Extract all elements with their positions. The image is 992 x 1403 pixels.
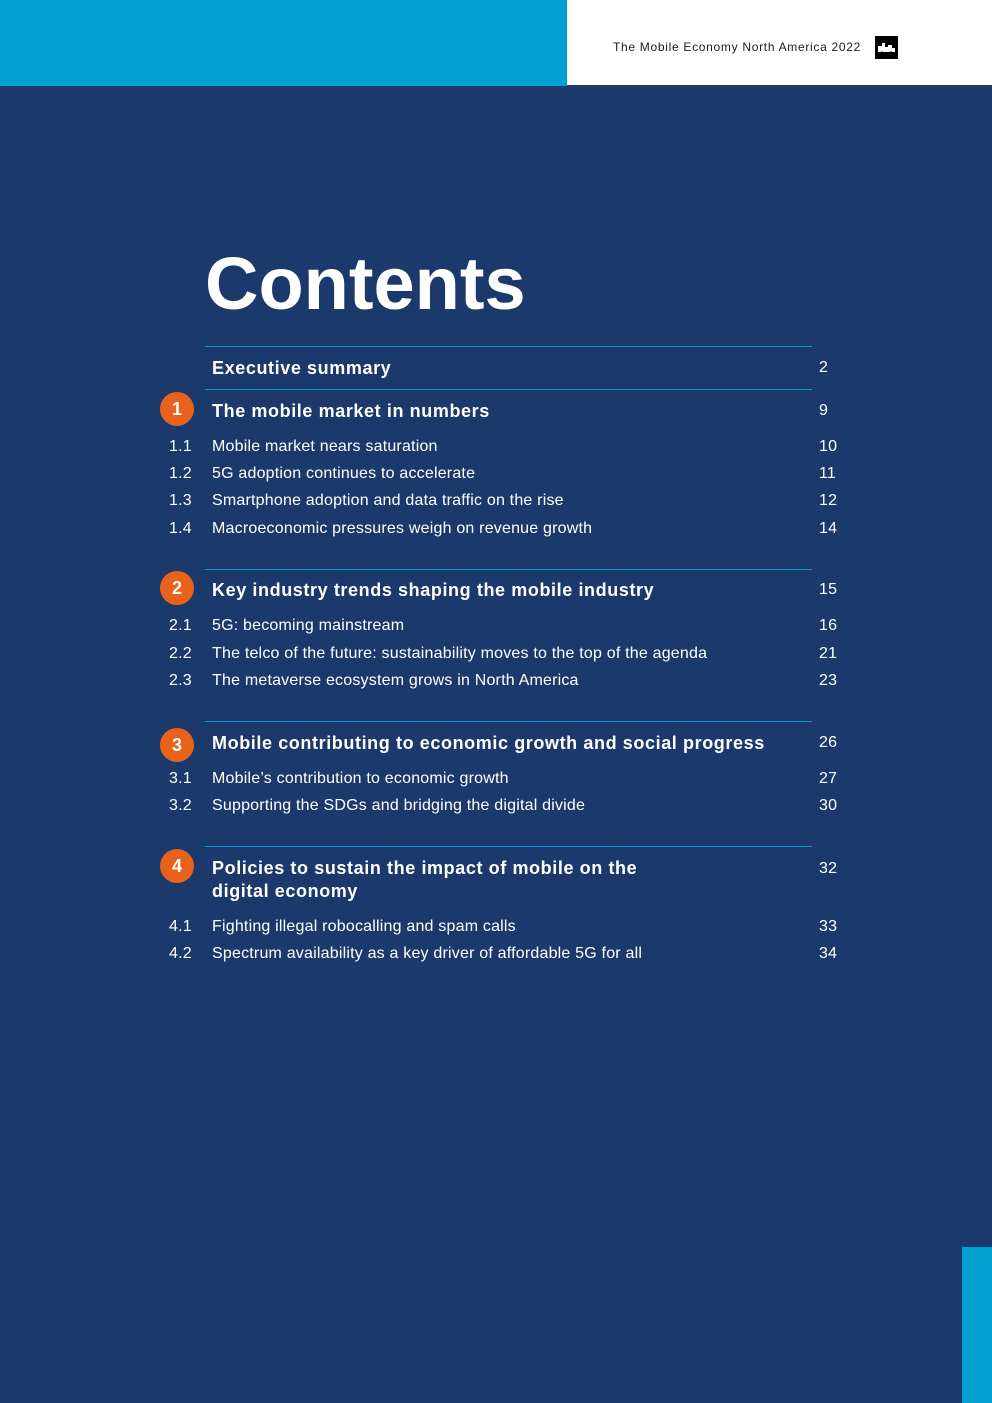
entry-page: 26 <box>819 734 838 751</box>
report-title: The Mobile Economy North America 2022 <box>613 40 862 54</box>
toc-entry-2-3[interactable] <box>0 669 992 693</box>
entry-title: The telco of the future: sustainability moves to the top of the agenda <box>212 645 708 662</box>
header-accent-bar <box>0 0 567 86</box>
page-header <box>567 0 992 85</box>
entry-title: Spectrum availability as a key driver of affordable 5G for all <box>212 945 643 962</box>
entry-number: 2.1 <box>169 617 192 634</box>
toc-entry-2-2[interactable] <box>0 642 992 666</box>
entry-number: 1.3 <box>169 492 192 509</box>
entry-title: Mobile’s contribution to economic growth <box>212 770 509 787</box>
entry-page: 16 <box>819 617 838 634</box>
divider <box>205 721 812 722</box>
entry-title: Fighting illegal robocalling and spam calls <box>212 918 516 935</box>
entry-number: 3.1 <box>169 770 192 787</box>
toc-entry-1-3[interactable] <box>0 489 992 513</box>
entry-number: 4.2 <box>169 945 192 962</box>
entry-title: 5G adoption continues to accelerate <box>212 465 476 482</box>
section-number-badge: 4 <box>160 849 194 883</box>
entry-title: Smartphone adoption and data traffic on the rise <box>212 492 564 509</box>
toc-entry-1-2[interactable] <box>0 462 992 486</box>
entry-number: 2.2 <box>169 645 192 662</box>
entry-page: 34 <box>819 945 838 962</box>
entry-page: 30 <box>819 797 838 814</box>
divider <box>205 569 812 570</box>
toc-entry-4-2[interactable] <box>0 942 992 966</box>
entry-page: 2 <box>819 359 829 376</box>
entry-page: 12 <box>819 492 838 509</box>
entry-page: 32 <box>819 860 838 877</box>
divider <box>205 389 812 390</box>
report-logo-icon <box>875 36 898 59</box>
toc-entry-3-1[interactable] <box>0 767 992 791</box>
entry-page: 9 <box>819 402 829 419</box>
section-title: The mobile market in numbers <box>212 401 490 421</box>
toc-entry-3-2[interactable] <box>0 794 992 818</box>
entry-number: 4.1 <box>169 918 192 935</box>
section-number-badge: 2 <box>160 571 194 605</box>
section-title: Policies to sustain the impact of mobile on the digital economy <box>212 858 638 901</box>
section-title: Key industry trends shaping the mobile industry <box>212 580 655 600</box>
entry-number: 3.2 <box>169 797 192 814</box>
divider <box>205 846 812 847</box>
entry-page: 11 <box>819 465 837 482</box>
entry-title: 5G: becoming mainstream <box>212 617 405 634</box>
toc-entry-1-4[interactable] <box>0 517 992 541</box>
entry-page: 33 <box>819 918 838 935</box>
entry-title: Macroeconomic pressures weigh on revenue growth <box>212 520 593 537</box>
corner-accent-bar <box>962 1247 992 1403</box>
entry-page: 21 <box>819 645 838 662</box>
toc-entry-2-1[interactable] <box>0 614 992 638</box>
entry-title: Supporting the SDGs and bridging the digital divide <box>212 797 586 814</box>
toc-section-2[interactable] <box>0 578 992 602</box>
entry-page: 14 <box>819 520 838 537</box>
entry-page: 23 <box>819 672 838 689</box>
entry-title: Executive summary <box>212 358 392 378</box>
entry-page: 27 <box>819 770 838 787</box>
page-title: Contents <box>205 242 526 325</box>
toc-section-4[interactable] <box>0 857 992 903</box>
entry-number: 1.2 <box>169 465 192 482</box>
entry-number: 1.4 <box>169 520 192 537</box>
toc-section-3[interactable] <box>0 731 992 755</box>
entry-number: 1.1 <box>169 438 192 455</box>
toc-entry-4-1[interactable] <box>0 915 992 939</box>
entry-title: The metaverse ecosystem grows in North America <box>212 672 579 689</box>
entry-page: 10 <box>819 438 838 455</box>
toc-entry-1-1[interactable] <box>0 435 992 459</box>
toc-section-1[interactable] <box>0 399 992 423</box>
entry-number: 2.3 <box>169 672 192 689</box>
entry-title: Mobile market nears saturation <box>212 438 438 455</box>
toc-entry-executive-summary[interactable] <box>0 356 992 380</box>
divider <box>205 346 812 347</box>
entry-page: 15 <box>819 581 838 598</box>
section-title: Mobile contributing to economic growth and social progress <box>212 733 765 753</box>
section-number-badge: 3 <box>160 728 194 762</box>
section-number-badge: 1 <box>160 392 194 426</box>
